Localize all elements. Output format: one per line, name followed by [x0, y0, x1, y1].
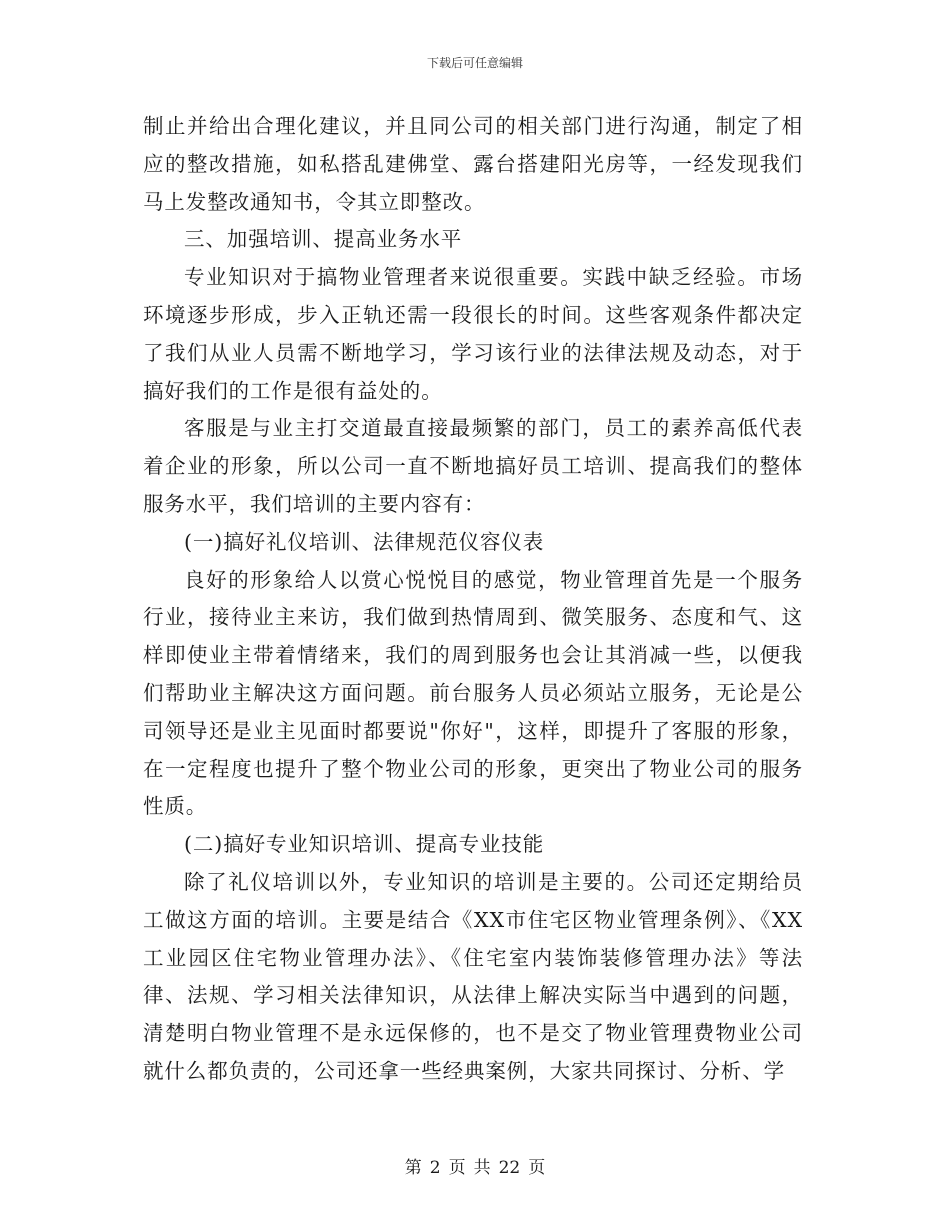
total-pages: 22 [498, 1158, 521, 1178]
paragraph: 专业知识对于搞物业管理者来说很重要。实践中缺乏经验。市场环境逐步形成，步入正轨还需一段很长的时间。这些客观条件都决定了我们从业人员需不断地学习，学习该行业的法律法规及动态，对于搞好我们的工作是很有益处的。 [143, 265, 803, 403]
total-unit: 页 [528, 1158, 546, 1178]
page-unit: 页 [448, 1158, 466, 1178]
paragraph: 客服是与业主打交道最直接最频繁的部门，员工的素养高低代表着企业的形象，所以公司一直不断地搞好员工培训、提高我们的整体服务水平，我们培训的主要内容有： [143, 416, 803, 516]
paragraph: 制止并给出合理化建议，并且同公司的相关部门进行沟通，制定了相应的整改措施，如私搭乱建佛堂、露台搭建阳光房等，一经发现我们马上发整改通知书，令其立即整改。 [143, 114, 803, 214]
section-heading: 三、加强培训、提高业务水平 [184, 227, 463, 252]
page-number: 2 [429, 1158, 441, 1178]
paragraph: 良好的形象给人以赏心悦悦目的感觉，物业管理首先是一个服务行业，接待业主来访，我们做到热情周到、微笑服务、态度和气、这样即使业主带着情绪来，我们的周到服务也会让其消减一些，以便我们帮助业主解决这方面问题。前台服务人员必须站立服务，无论是公司领导还是业主见面时都要说"你好"，这样，即提升了客服的形象，在一定程度也提升了整个物业公司的形象，更突出了物业公司的服务性质。 [143, 567, 803, 819]
paragraph: 除了礼仪培训以外，专业知识的培训是主要的。公司还定期给员工做这方面的培训。主要是结合《XX市住宅区物业管理条例》、《XX工业园区住宅物业管理办法》、《住宅室内装饰装修管理办法》等法律、法规、学习相关法律知识，从法律上解决实际当中遇到的问题，清楚明白物业管理不是永远保修的，也不是交了物业管理费物业公司就什么都负责的，公司还拿一些经典案例，大家共同探讨、分析、学 [143, 869, 803, 1083]
subsection-heading: (一)搞好礼仪培训、法律规范仪容仪表 [184, 529, 545, 554]
page-header: 下载后可任意编辑 [426, 56, 523, 70]
document-body [143, 108, 803, 1091]
page-footer [0, 1153, 950, 1178]
page-label: 第 [404, 1158, 422, 1178]
subsection-heading: (二)搞好专业知识培训、提高专业技能 [184, 832, 545, 857]
total-label: 共 [473, 1158, 491, 1178]
